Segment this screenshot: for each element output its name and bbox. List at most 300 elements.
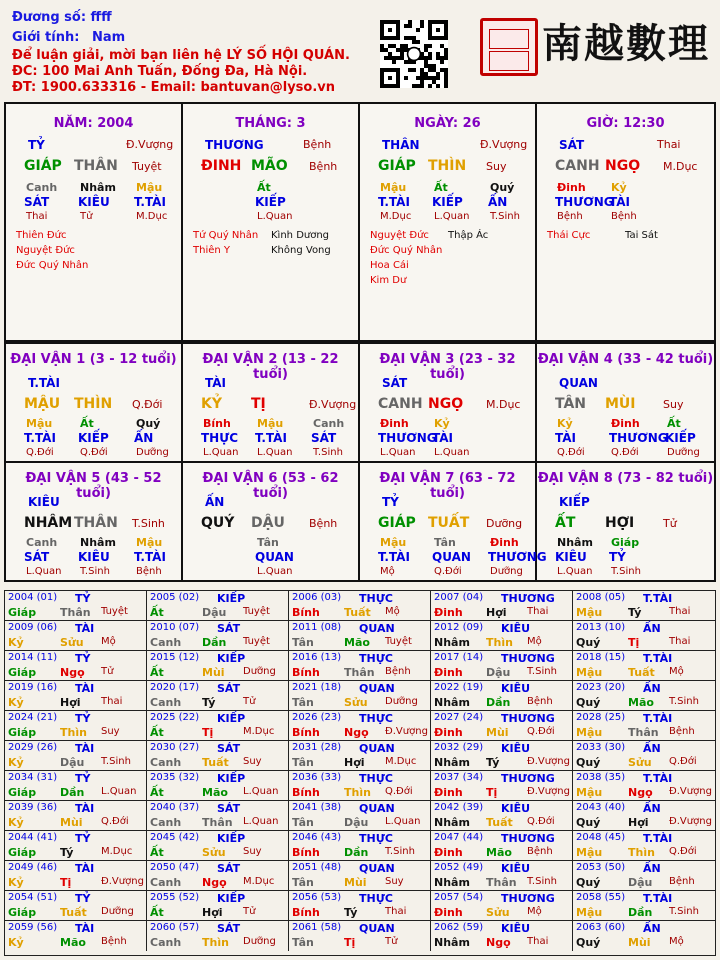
year-label: 2061 (58) [292, 922, 342, 933]
year-stem: Canh [150, 636, 182, 649]
year-star: THƯƠNG [501, 832, 555, 845]
year-cell [289, 861, 431, 891]
hidden-state: L.Quan [434, 447, 470, 458]
hidden-stem: Quý [490, 181, 515, 194]
year-star: T.TÀI [643, 592, 673, 605]
year-star: KIÊU [501, 922, 531, 935]
year-state: T.Sinh [385, 846, 415, 857]
year-cell [147, 711, 289, 741]
year-stem: Bính [292, 606, 320, 619]
hidden-state: Dưỡng [490, 566, 523, 577]
year-cell [431, 681, 573, 711]
year-stem: Giáp [8, 666, 37, 679]
heaven-stem: GIÁP [378, 158, 416, 174]
year-label: 2029 (26) [8, 742, 58, 753]
branch-state: Bệnh [309, 160, 338, 173]
earth-branch: TỊ [251, 396, 266, 412]
branch-state: Tử [663, 517, 677, 530]
year-stem: Mậu [576, 606, 603, 619]
hidden-state: Q.Đới [80, 447, 108, 458]
year-state: Đ.Vượng [101, 876, 144, 887]
year-branch: Ngọ [486, 936, 511, 949]
year-star: KIẾP [217, 712, 246, 725]
hidden-star: THỰC [201, 431, 239, 445]
year-stem: Giáp [8, 846, 37, 859]
year-cell [431, 651, 573, 681]
year-label: 2060 (57) [150, 922, 200, 933]
year-star: SÁT [217, 682, 241, 695]
earth-branch: NGỌ [605, 158, 641, 174]
year-stem: Đinh [434, 606, 463, 619]
cell-title: ĐẠI VẬN 2 (13 - 22 tuổi) [202, 352, 339, 382]
year-branch: Mùi [486, 726, 509, 739]
dai-van-cell [360, 463, 547, 582]
hidden-stem: Ất [257, 181, 271, 194]
year-cell [431, 741, 573, 771]
year-branch: Thìn [486, 636, 513, 649]
year-label: 2010 (07) [150, 622, 200, 633]
year-label: 2020 (17) [150, 682, 200, 693]
hidden-stem: Nhâm [80, 536, 116, 549]
hidden-state: T.Sinh [490, 211, 520, 222]
year-state: Thai [385, 906, 407, 917]
year-stem: Giáp [8, 906, 37, 919]
hidden-star: SÁT [24, 195, 50, 209]
year-cell [289, 591, 431, 621]
year-branch: Hợi [202, 906, 223, 919]
branch-state: Q.Đới [132, 398, 163, 411]
year-star: THỰC [359, 652, 393, 665]
year-stem: Ất [150, 906, 164, 919]
year-state: Mộ [385, 606, 400, 617]
cell-title: ĐẠI VẬN 3 (23 - 32 tuổi) [379, 352, 516, 382]
year-star: THƯƠNG [501, 652, 555, 665]
year-branch: Tuất [60, 906, 87, 919]
hidden-state: L.Quan [557, 566, 593, 577]
hidden-stem: Tân [434, 536, 456, 549]
hidden-state: T.Sinh [313, 447, 343, 458]
year-state: Q.Đới [527, 816, 555, 827]
year-state: Thai [669, 636, 691, 647]
year-branch: Thìn [344, 786, 371, 799]
year-label: 2041 (38) [292, 802, 342, 813]
hidden-star: THƯƠNG [609, 431, 668, 445]
hidden-stem: Mậu [136, 181, 163, 194]
branch-state: Bệnh [309, 517, 338, 530]
heaven-stem: CANH [378, 396, 423, 412]
year-stem: Canh [150, 816, 182, 829]
year-state: L.Quan [243, 816, 279, 827]
hidden-star: T.TÀI [255, 431, 287, 445]
year-cell [289, 801, 431, 831]
hidden-star: SÁT [311, 431, 337, 445]
year-cell [5, 681, 147, 711]
year-stem: Đinh [434, 846, 463, 859]
year-star: QUAN [359, 622, 395, 635]
year-star: TỶ [75, 592, 91, 605]
header [0, 0, 720, 100]
year-state: M.Dục [243, 726, 275, 737]
year-state: Mộ [669, 666, 684, 677]
year-cell [289, 681, 431, 711]
hidden-stem: Mậu [136, 536, 163, 549]
year-label: 2036 (33) [292, 772, 342, 783]
year-star: ẤN [643, 862, 661, 875]
year-stem: Canh [150, 876, 182, 889]
top-star: THƯƠNG [205, 138, 264, 152]
year-star: THỰC [359, 772, 393, 785]
year-branch: Mão [344, 636, 370, 649]
year-state: Q.Đới [385, 786, 413, 797]
hidden-state: L.Quan [203, 447, 239, 458]
year-state: Bệnh [669, 876, 695, 887]
year-star: ẤN [643, 682, 661, 695]
year-branch: Tý [344, 906, 358, 919]
year-label: 2042 (39) [434, 802, 484, 813]
year-branch: Tý [60, 846, 74, 859]
hidden-state: Tử [80, 211, 93, 222]
year-cell [289, 741, 431, 771]
branch-state: T.Sinh [132, 517, 165, 530]
year-branch: Dần [60, 786, 85, 799]
earth-branch: TUẤT [428, 515, 470, 531]
year-branch: Tị [202, 726, 214, 739]
hidden-star: ẤN [488, 195, 508, 209]
year-state: Bệnh [101, 936, 127, 947]
year-stem: Quý [576, 936, 601, 949]
year-cell [5, 831, 147, 861]
year-branch: Sửu [628, 756, 652, 769]
hidden-star: THƯƠNG [488, 550, 547, 564]
top-star: THÂN [382, 138, 420, 152]
hidden-state: T.Sinh [611, 566, 641, 577]
hidden-star: KIẾP [665, 431, 696, 445]
year-label: 2030 (27) [150, 742, 200, 753]
year-branch: Tý [628, 606, 642, 619]
hidden-star: ẤN [134, 431, 154, 445]
earth-branch: HỢI [605, 515, 635, 531]
year-stem: Quý [576, 816, 601, 829]
year-stem: Giáp [8, 786, 37, 799]
year-star: KIÊU [501, 802, 531, 815]
year-stem: Canh [150, 756, 182, 769]
year-cell [147, 771, 289, 801]
year-cell [431, 591, 573, 621]
top-star: KIÊU [28, 495, 60, 509]
year-label: 2015 (12) [150, 652, 200, 663]
year-branch: Dậu [344, 816, 369, 829]
hidden-stem: Mậu [380, 181, 407, 194]
year-stem: Bính [292, 846, 320, 859]
pillar-cell [183, 104, 360, 340]
year-state: Tuyệt [101, 606, 128, 617]
top-state: Đ.Vượng [126, 138, 174, 151]
year-cell [289, 921, 431, 951]
year-label: 2051 (48) [292, 862, 342, 873]
extra-star: Tứ Quý Nhân [193, 230, 259, 241]
year-branch: Ngọ [60, 666, 85, 679]
hidden-state: Q.Đới [434, 566, 462, 577]
year-state: L.Quan [101, 786, 137, 797]
year-branch: Tuất [202, 756, 229, 769]
year-branch: Tị [486, 786, 498, 799]
extra-star: Nguyệt Đức [370, 230, 429, 241]
brand-logo: 南越數理 [542, 20, 710, 67]
earth-branch: MÙI [605, 396, 636, 412]
year-stem: Nhâm [434, 636, 470, 649]
earth-branch: THÌN [74, 396, 113, 412]
year-state: Bệnh [527, 696, 553, 707]
year-cell [5, 891, 147, 921]
year-star: THỰC [359, 832, 393, 845]
year-branch: Mùi [202, 666, 225, 679]
year-stem: Giáp [8, 726, 37, 739]
year-cell [5, 711, 147, 741]
year-branch: Sửu [60, 636, 84, 649]
year-branch: Tý [486, 756, 500, 769]
hidden-stem: Tân [257, 536, 279, 549]
year-star: ẤN [643, 802, 661, 815]
year-state: Dưỡng [243, 936, 276, 947]
year-label: 2011 (08) [292, 622, 342, 633]
year-star: TÀI [75, 862, 95, 875]
hidden-state: Dưỡng [667, 447, 700, 458]
hidden-state: L.Quan [380, 447, 416, 458]
year-cell [5, 771, 147, 801]
year-cell [147, 591, 289, 621]
year-label: 2032 (29) [434, 742, 484, 753]
year-state: Mộ [527, 906, 542, 917]
cell-title: ĐẠI VẬN 6 (53 - 62 tuổi) [202, 471, 339, 501]
year-state: Suy [243, 846, 262, 857]
year-branch: Ngọ [344, 726, 369, 739]
year-branch: Thân [60, 606, 91, 619]
year-stem: Tân [292, 816, 314, 829]
extra-star: Kình Dương [271, 230, 330, 241]
cell-title: NĂM: 2004 [53, 116, 134, 131]
top-star: TÀI [205, 376, 227, 390]
year-label: 2025 (22) [150, 712, 200, 723]
year-cell [431, 921, 573, 951]
year-state: Q.Đới [527, 726, 555, 737]
top-state: Đ.Vượng [480, 138, 528, 151]
year-state: Đ.Vượng [669, 786, 712, 797]
hidden-star: TÀI [609, 195, 631, 209]
year-star: SÁT [217, 862, 241, 875]
year-branch: Dần [486, 696, 511, 709]
red-seal-stamp [480, 18, 538, 76]
earth-branch: DẬU [251, 515, 285, 531]
year-stem: Quý [576, 636, 601, 649]
year-state: T.Sinh [101, 756, 131, 767]
year-star: TỶ [75, 832, 91, 845]
year-label: 2038 (35) [576, 772, 626, 783]
year-cell [573, 921, 715, 951]
year-cell [289, 831, 431, 861]
extra-star: Thập Ác [448, 230, 489, 241]
cell-title: ĐẠI VẬN 1 (3 - 12 tuổi) [10, 352, 177, 367]
year-star: THƯƠNG [501, 592, 555, 605]
year-star: SÁT [217, 622, 241, 635]
year-cell [147, 681, 289, 711]
year-stem: Kỷ [8, 756, 24, 769]
year-label: 2022 (19) [434, 682, 484, 693]
heaven-stem: MẬU [24, 396, 61, 412]
year-cell [431, 621, 573, 651]
year-state: T.Sinh [527, 876, 557, 887]
year-state: M.Dục [385, 756, 417, 767]
year-star: TÀI [75, 742, 95, 755]
year-cell [147, 831, 289, 861]
year-label: 2053 (50) [576, 862, 626, 873]
year-state: L.Quan [243, 786, 279, 797]
year-label: 2012 (09) [434, 622, 484, 633]
year-branch: Sửu [202, 846, 226, 859]
cell-title: ĐẠI VẬN 7 (63 - 72 tuổi) [379, 471, 516, 501]
year-cell [147, 801, 289, 831]
year-label: 2052 (49) [434, 862, 484, 873]
year-label: 2024 (21) [8, 712, 58, 723]
year-cell [147, 651, 289, 681]
year-label: 2058 (55) [576, 892, 626, 903]
year-cell [289, 711, 431, 741]
year-cell [289, 891, 431, 921]
hidden-star: T.TÀI [134, 195, 166, 209]
year-label: 2040 (37) [150, 802, 200, 813]
year-star: T.TÀI [643, 652, 673, 665]
year-star: THỰC [359, 712, 393, 725]
hidden-state: Thai [26, 211, 48, 222]
year-state: M.Dục [101, 846, 133, 857]
year-state: M.Dục [243, 876, 275, 887]
top-star: QUAN [559, 376, 598, 390]
hidden-state: L.Quan [434, 211, 470, 222]
year-stem: Bính [292, 726, 320, 739]
year-cell [431, 771, 573, 801]
year-star: TỶ [75, 652, 91, 665]
year-cell [147, 741, 289, 771]
year-star: TỶ [75, 892, 91, 905]
year-cell [5, 801, 147, 831]
year-stem: Mậu [576, 666, 603, 679]
hidden-stem: Bính [203, 417, 231, 430]
year-stem: Kỷ [8, 696, 24, 709]
year-cell [147, 621, 289, 651]
extra-star: Nguyệt Đức [16, 245, 75, 256]
top-star: TỶ [382, 495, 399, 509]
year-label: 2019 (16) [8, 682, 58, 693]
year-label: 2018 (15) [576, 652, 626, 663]
year-star: QUAN [359, 742, 395, 755]
year-branch: Mão [628, 696, 654, 709]
year-state: Suy [385, 876, 404, 887]
year-star: SÁT [217, 922, 241, 935]
annual-luck-table [4, 590, 716, 956]
year-label: 2057 (54) [434, 892, 484, 903]
year-state: Đ.Vượng [669, 816, 712, 827]
heaven-stem: GIÁP [24, 158, 62, 174]
year-star: T.TÀI [643, 892, 673, 905]
year-branch: Mão [486, 846, 512, 859]
year-cell [147, 861, 289, 891]
year-star: TỶ [75, 712, 91, 725]
hidden-state: T.Sinh [80, 566, 110, 577]
year-stem: Mậu [576, 846, 603, 859]
year-cell [147, 891, 289, 921]
year-cell [573, 621, 715, 651]
top-state: Thai [657, 138, 681, 151]
contact-note: Để luận giải, mời bạn liên hệ LÝ SỐ HỘI QUÁN. [12, 48, 350, 63]
year-stem: Tân [292, 696, 314, 709]
year-branch: Thân [344, 666, 375, 679]
year-state: Đ.Vượng [385, 726, 428, 737]
pillar-cell [6, 104, 183, 340]
hidden-state: L.Quan [257, 566, 293, 577]
dai-van-cell [183, 344, 360, 463]
hidden-stem: Đinh [380, 417, 409, 430]
year-stem: Đinh [434, 666, 463, 679]
year-star: KIẾP [217, 892, 246, 905]
year-stem: Canh [150, 936, 182, 949]
hidden-stem: Quý [136, 417, 161, 430]
year-cell [573, 831, 715, 861]
year-stem: Tân [292, 756, 314, 769]
year-branch: Dần [202, 636, 227, 649]
hidden-star: THƯƠNG [378, 431, 437, 445]
year-label: 2008 (05) [576, 592, 626, 603]
hidden-stem: Canh [26, 536, 58, 549]
heaven-stem: QUÝ [201, 515, 235, 531]
year-star: KIÊU [501, 682, 531, 695]
heaven-stem: TÂN [555, 396, 587, 412]
hidden-star: TỶ [609, 550, 626, 564]
gender-label: Giới tính: [12, 30, 80, 45]
hidden-stem: Kỷ [611, 181, 627, 194]
year-state: Thai [669, 606, 691, 617]
year-stem: Kỷ [8, 936, 24, 949]
year-branch: Thìn [202, 936, 229, 949]
year-cell [5, 621, 147, 651]
dai-van-cell [537, 344, 714, 463]
year-star: THƯƠNG [501, 892, 555, 905]
year-state: T.Sinh [669, 906, 699, 917]
hidden-state: Bệnh [557, 211, 583, 222]
hidden-state: Bệnh [136, 566, 162, 577]
year-branch: Mùi [60, 816, 83, 829]
hidden-star: T.TÀI [134, 550, 166, 564]
hidden-state: Q.Đới [557, 447, 585, 458]
hidden-star: KIẾP [432, 195, 463, 209]
gender-row [12, 30, 125, 45]
dai-van-cell [360, 344, 537, 463]
year-stem: Tân [292, 636, 314, 649]
branch-state: Đ.Vượng [309, 398, 357, 411]
branch-state: Dưỡng [486, 517, 523, 530]
year-stem: Tân [292, 876, 314, 889]
year-state: Mộ [669, 936, 684, 947]
year-stem: Bính [292, 666, 320, 679]
hidden-star: KIÊU [78, 550, 110, 564]
year-branch: Tị [628, 636, 640, 649]
hidden-star: T.TÀI [378, 550, 410, 564]
year-cell [573, 651, 715, 681]
year-cell [5, 921, 147, 951]
extra-star: Tai Sát [625, 230, 658, 241]
year-star: KIẾP [217, 652, 246, 665]
year-state: Tuyệt [385, 636, 412, 647]
hidden-state: Bệnh [611, 211, 637, 222]
year-cell [147, 921, 289, 951]
